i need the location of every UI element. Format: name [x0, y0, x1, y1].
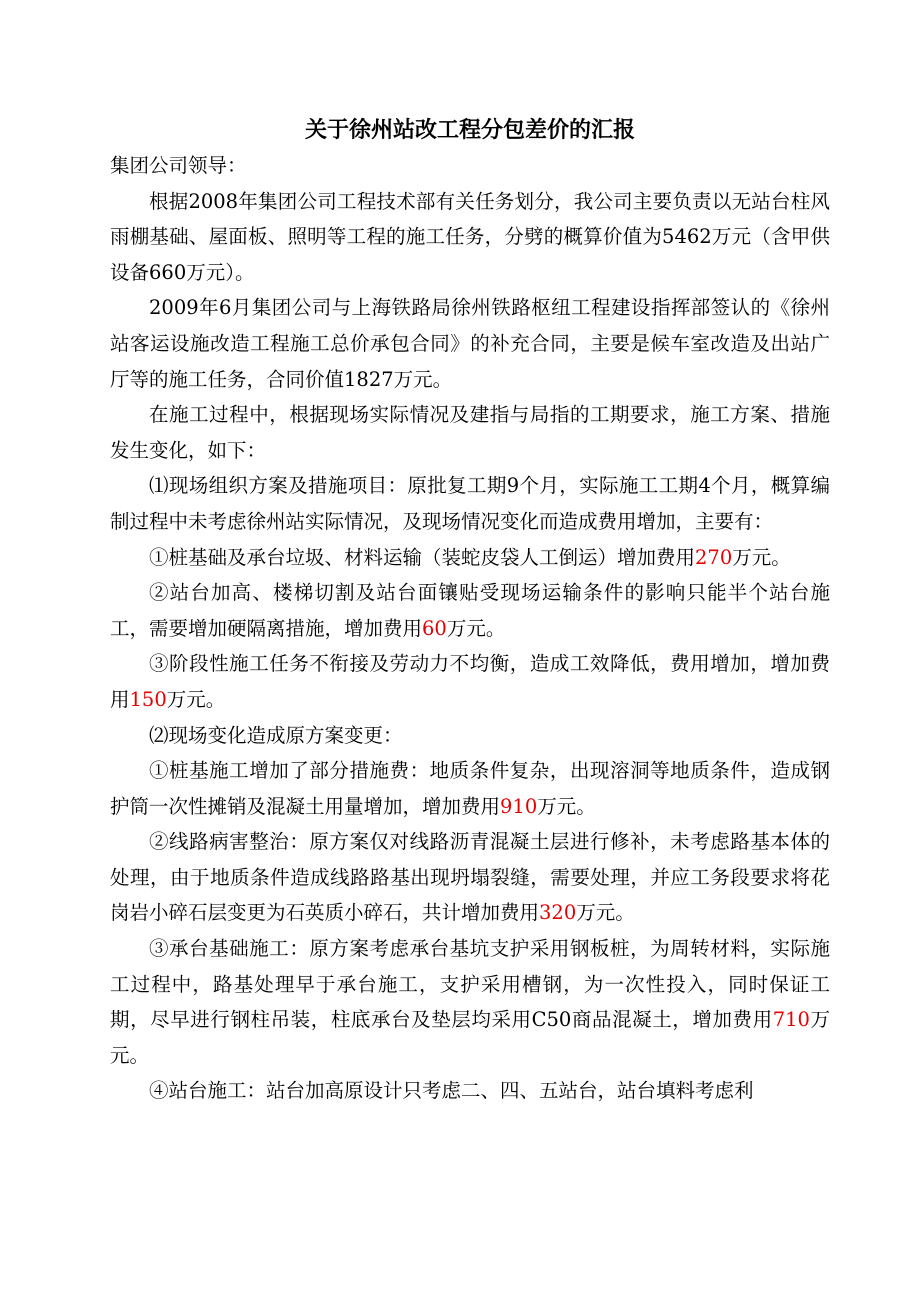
- document-title: 关于徐州站改工程分包差价的汇报: [304, 117, 635, 143]
- cost-item-cap-foundation: [110, 931, 830, 1073]
- cost-item-labor-efficiency: [110, 646, 830, 717]
- cost-item-platform-isolation: [110, 575, 830, 646]
- cost-item-text: ②站台加高、楼梯切割及站台面镶贴受现场运输条件的影响只能半个站台施工，需要增加硬隔离措施，增加费用: [110, 581, 830, 640]
- cost-amount: 270: [695, 545, 733, 569]
- cost-amount: 910: [500, 794, 538, 818]
- section-heading-site-organization: ⑴现场组织方案及措施项目：原批复工期9个月，实际施工工期4个月，概算编制过程中未考虑徐州站实际情况，及现场情况变化而造成费用增加，主要有：: [110, 474, 830, 533]
- cost-item-text: ③阶段性施工任务不衔接及劳动力不均衡，造成工效降低，费用增加，增加费用: [110, 652, 830, 711]
- document-page: [110, 112, 830, 1109]
- cost-unit: 万元。: [537, 794, 596, 818]
- paragraph-supplementary-contract: 2009年6月集团公司与上海铁路局徐州铁路枢纽工程建设指挥部签认的《徐州站客运设施改造工程施工总价承包合同》的补充合同，主要是候车室改造及出站广厅等的施工任务，合同价值1827万元。: [110, 296, 830, 391]
- cost-item-text: ③承台基础施工：原方案考虑承台基坑支护采用钢板桩，为周转材料，实际施工过程中，路基处理早于承台施工，支护采用槽钢，为一次性投入，同时保证工期，尽早进行钢柱吊装，柱底承台及垫层均采用C50商品混凝土，增加费用: [110, 937, 830, 1032]
- cost-amount: 710: [772, 1008, 810, 1032]
- cost-unit: 万元。: [732, 545, 791, 569]
- paragraph-platform-construction: ④站台施工：站台加高原设计只考虑二、四、五站台，站台填料考虑利: [149, 1079, 754, 1103]
- cost-item-track-repair: [110, 824, 830, 931]
- paragraph-construction-changes: 在施工过程中，根据现场实际情况及建指与局指的工期要求，施工方案、措施发生变化，如下：: [110, 403, 830, 462]
- cost-unit: 万元。: [576, 901, 635, 925]
- cost-unit: 万元。: [446, 616, 506, 640]
- salutation: 集团公司领导：: [110, 154, 247, 177]
- cost-item-text: ①桩基施工增加了部分措施费：地质条件复杂，出现溶洞等地质条件，造成钢护筒一次性摊销及混凝土用量增加，增加费用: [110, 759, 830, 818]
- cost-item-pile-foundation: [110, 753, 830, 824]
- cost-unit: 万元。: [110, 1008, 830, 1067]
- cost-item-text: ②线路病害整治：原方案仅对线路沥青混凝土层进行修补，未考虑路基本体的处理，由于地质条件造成线路路基出现坍塌裂缝，需要处理，并应工务段要求将花岗岩小碎石层变更为石英质小碎石，共计增加费用: [110, 830, 830, 925]
- cost-amount: 150: [129, 687, 167, 711]
- cost-amount: 60: [422, 616, 447, 640]
- paragraph-task-division: 根据2008年集团公司工程技术部有关任务划分，我公司主要负责以无站台柱风雨棚基础、屋面板、照明等工程的施工任务，分劈的概算价值为5462万元（含甲供设备660万元）。: [110, 189, 830, 284]
- cost-item-transport: [110, 540, 830, 576]
- cost-unit: 万元。: [166, 687, 226, 711]
- section-heading-plan-change: ⑵现场变化造成原方案变更：: [149, 723, 403, 747]
- cost-item-text: ①桩基础及承台垃圾、材料运输（装蛇皮袋人工倒运）增加费用: [149, 545, 696, 569]
- cost-amount: 320: [539, 901, 577, 925]
